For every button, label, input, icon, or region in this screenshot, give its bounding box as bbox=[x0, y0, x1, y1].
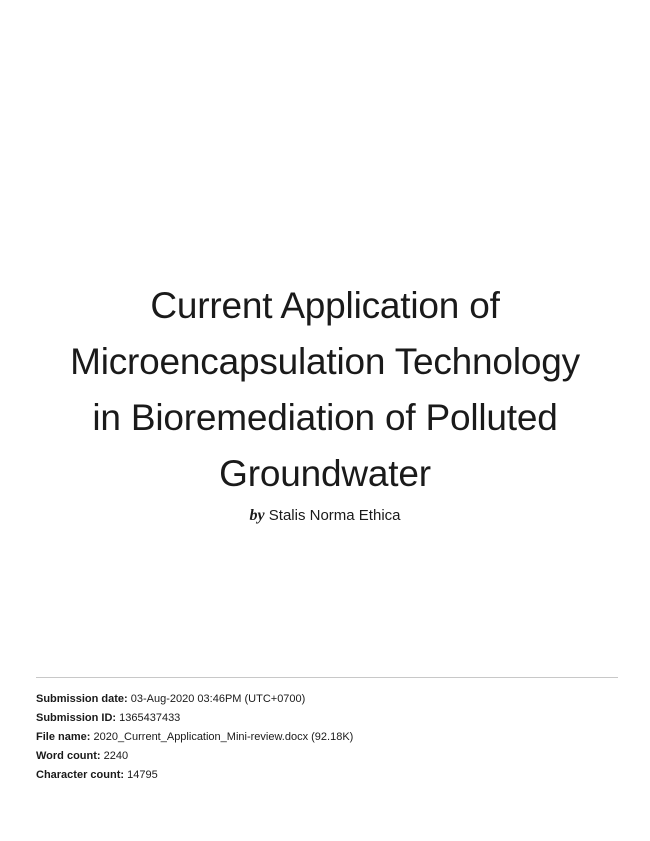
file-name-row bbox=[36, 728, 353, 747]
submission-id-row bbox=[36, 709, 353, 728]
character-count-label: Character count: bbox=[36, 769, 125, 781]
title-line: Microencapsulation Technology bbox=[70, 341, 580, 382]
divider bbox=[36, 677, 618, 678]
submission-date-row bbox=[36, 690, 353, 709]
byline-prefix: by bbox=[249, 507, 265, 524]
word-count-label: Word count: bbox=[36, 750, 101, 762]
byline bbox=[0, 506, 650, 526]
submission-date-label: Submission date: bbox=[36, 693, 128, 705]
title-line: Current Application of bbox=[150, 285, 500, 326]
title-line: Groundwater bbox=[219, 453, 431, 494]
submission-id-label: Submission ID: bbox=[36, 712, 117, 724]
word-count-row bbox=[36, 747, 353, 766]
file-name-value: 2020_Current_Application_Mini-review.docx (92.18K) bbox=[93, 731, 354, 743]
title-line: in Bioremediation of Polluted bbox=[92, 397, 558, 438]
file-name-label: File name: bbox=[36, 731, 91, 743]
character-count-row bbox=[36, 766, 353, 785]
word-count-value: 2240 bbox=[103, 750, 129, 762]
submission-id-value: 1365437433 bbox=[119, 712, 181, 724]
character-count-value: 14795 bbox=[127, 769, 158, 781]
submission-date-value: 03-Aug-2020 03:46PM (UTC+0700) bbox=[130, 693, 306, 705]
submission-details bbox=[36, 690, 353, 785]
document-title bbox=[0, 278, 650, 502]
title-block bbox=[0, 278, 650, 526]
author-name: Stalis Norma Ethica bbox=[268, 507, 401, 524]
